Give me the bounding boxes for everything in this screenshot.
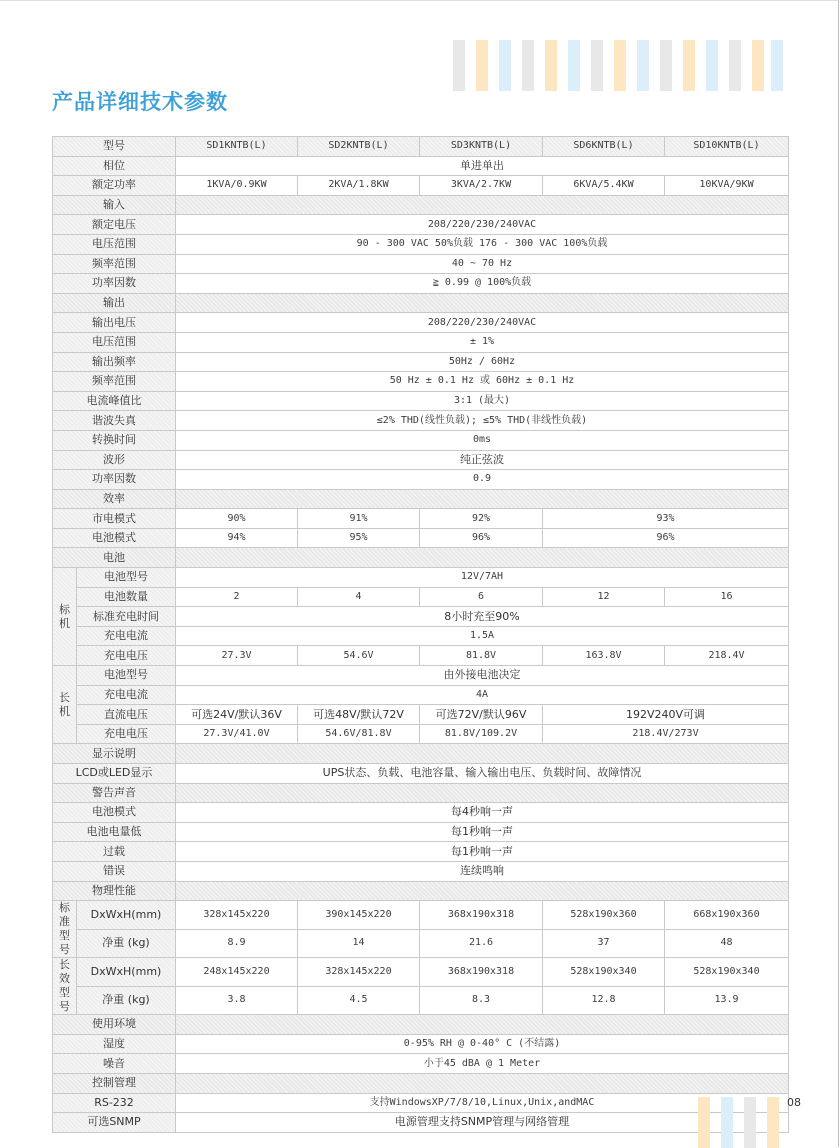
table-row [53, 470, 789, 490]
row-value: 390x145x220 [298, 901, 420, 930]
table-row [53, 1113, 789, 1133]
row-label: 充电电压 [77, 646, 176, 666]
table-row [53, 666, 789, 686]
section-fill [176, 1015, 789, 1035]
row-label: 错误 [53, 861, 176, 881]
row-value: 528x190x340 [543, 958, 665, 987]
row-label: 电池型号 [77, 666, 176, 686]
row-label: 输出频率 [53, 352, 176, 372]
row-label: 谐波失真 [53, 411, 176, 431]
group-label-standard: 标机 [53, 568, 77, 666]
table-row [53, 929, 789, 958]
row-value: 37 [543, 929, 665, 958]
table-row [53, 352, 789, 372]
section-fill [176, 489, 789, 509]
row-value: 每1秒响一声 [176, 822, 789, 842]
row-value: 528x190x360 [543, 901, 665, 930]
row-value: 由外接电池决定 [176, 666, 789, 686]
row-value: ≤2% THD(线性负载); ≤5% THD(非线性负载) [176, 411, 789, 431]
row-label: 标准充电时间 [77, 607, 176, 627]
table-row [53, 332, 789, 352]
row-value: 48 [665, 929, 789, 958]
table-row [53, 764, 789, 784]
table-row [53, 958, 789, 987]
row-value: 支持WindowsXP/7/8/10,Linux,Unix,andMAC [176, 1093, 789, 1113]
row-label: 净重 (kg) [77, 929, 176, 958]
row-label: 频率范围 [53, 372, 176, 392]
row-value: 12.8 [543, 986, 665, 1015]
section-row [53, 881, 789, 901]
section-row [53, 293, 789, 313]
row-label: 转换时间 [53, 430, 176, 450]
row-value: 可选48V/默认72V [298, 705, 420, 725]
section-fill [176, 195, 789, 215]
section-row [53, 548, 789, 568]
row-value: 12 [543, 587, 665, 607]
section-title: 输入 [53, 195, 176, 215]
section-row [53, 783, 789, 803]
row-value: 21.6 [420, 929, 543, 958]
row-value: 27.3V [176, 646, 298, 666]
row-value: 小于45 dBA @ 1 Meter [176, 1054, 789, 1074]
row-label: 电池电量低 [53, 822, 176, 842]
row-value: 54.6V [298, 646, 420, 666]
table-row [53, 685, 789, 705]
row-value: 96% [543, 528, 789, 548]
row-value: 1KVA/0.9KW [176, 176, 298, 196]
row-value: 8.9 [176, 929, 298, 958]
table-row [53, 724, 789, 744]
row-value: 每1秒响一声 [176, 842, 789, 862]
header-row [53, 137, 789, 157]
row-label: 湿度 [53, 1034, 176, 1054]
group-label-long-model: 长效型号 [53, 958, 77, 1015]
row-value: 668x190x360 [665, 901, 789, 930]
row-label: DxWxH(mm) [77, 901, 176, 930]
row-value: 0ms [176, 430, 789, 450]
row-label: 额定电压 [53, 215, 176, 235]
row-value: 328x145x220 [298, 958, 420, 987]
section-fill [176, 1073, 789, 1093]
row-label: 额定功率 [53, 176, 176, 196]
model-cell: SD2KNTB(L) [298, 137, 420, 157]
group-label-long: 长机 [53, 666, 77, 744]
row-value: 27.3V/41.0V [176, 724, 298, 744]
row-label: 电压范围 [53, 234, 176, 254]
section-title: 显示说明 [53, 744, 176, 764]
row-label: 波形 [53, 450, 176, 470]
table-row [53, 626, 789, 646]
row-label: 可选SNMP [53, 1113, 176, 1133]
section-fill [176, 293, 789, 313]
table-row [53, 411, 789, 431]
section-title: 物理性能 [53, 881, 176, 901]
page-number: 08 [787, 1096, 801, 1109]
row-value: 连续鸣响 [176, 861, 789, 881]
row-label: 充电电流 [77, 626, 176, 646]
table-row [53, 986, 789, 1015]
row-value: 91% [298, 509, 420, 529]
row-label: 电压范围 [53, 332, 176, 352]
table-row [53, 1093, 789, 1113]
row-value: 可选24V/默认36V [176, 705, 298, 725]
row-value: 6 [420, 587, 543, 607]
row-value: 13.9 [665, 986, 789, 1015]
row-value: 40 ~ 70 Hz [176, 254, 789, 274]
table-row [53, 509, 789, 529]
section-fill [176, 881, 789, 901]
table-row [53, 528, 789, 548]
table-row [53, 587, 789, 607]
row-label: RS-232 [53, 1093, 176, 1113]
row-label: 直流电压 [77, 705, 176, 725]
table-row [53, 568, 789, 588]
row-value: 4 [298, 587, 420, 607]
section-row [53, 744, 789, 764]
row-value: 92% [420, 509, 543, 529]
row-value: 81.8V/109.2V [420, 724, 543, 744]
row-value: 218.4V/273V [543, 724, 789, 744]
row-value: 4.5 [298, 986, 420, 1015]
row-value: 192V240V可调 [543, 705, 789, 725]
row-value: 50 Hz ± 0.1 Hz 或 60Hz ± 0.1 Hz [176, 372, 789, 392]
row-value: 218.4V [665, 646, 789, 666]
table-row [53, 842, 789, 862]
section-title: 控制管理 [53, 1073, 176, 1093]
section-fill [176, 783, 789, 803]
table-row [53, 313, 789, 333]
row-value: 90% [176, 509, 298, 529]
row-value: 3.8 [176, 986, 298, 1015]
row-value: 3:1 (最大) [176, 391, 789, 411]
row-value: 14 [298, 929, 420, 958]
row-value: 94% [176, 528, 298, 548]
row-value: 163.8V [543, 646, 665, 666]
row-value: 208/220/230/240VAC [176, 215, 789, 235]
row-value: 8小时充至90% [176, 607, 789, 627]
row-value: 6KVA/5.4KW [543, 176, 665, 196]
row-label: 噪音 [53, 1054, 176, 1074]
table-row [53, 176, 789, 196]
row-value: 2 [176, 587, 298, 607]
table-row [53, 646, 789, 666]
decorative-stripes-bottom [698, 1097, 788, 1148]
row-label: LCD或LED显示 [53, 764, 176, 784]
model-cell: SD1KNTB(L) [176, 137, 298, 157]
table-row [53, 803, 789, 823]
table-row [53, 607, 789, 627]
table-row [53, 254, 789, 274]
group-label-standard-model: 标准型号 [53, 901, 77, 958]
section-fill [176, 548, 789, 568]
row-value: 528x190x340 [665, 958, 789, 987]
row-value: 1.5A [176, 626, 789, 646]
page-title: 产品详细技术参数 [52, 90, 228, 114]
row-value: 93% [543, 509, 789, 529]
row-value: 可选72V/默认96V [420, 705, 543, 725]
row-value: 12V/7AH [176, 568, 789, 588]
row-value: 96% [420, 528, 543, 548]
section-title: 使用环境 [53, 1015, 176, 1035]
section-title: 输出 [53, 293, 176, 313]
row-label: 相位 [53, 156, 176, 176]
spec-table [52, 136, 789, 1133]
row-label: 电池模式 [53, 803, 176, 823]
row-label: 净重 (kg) [77, 986, 176, 1015]
table-row [53, 450, 789, 470]
row-label: 功率因数 [53, 274, 176, 294]
section-title: 效率 [53, 489, 176, 509]
row-value: 50Hz / 60Hz [176, 352, 789, 372]
table-row [53, 430, 789, 450]
table-row [53, 274, 789, 294]
section-row [53, 195, 789, 215]
model-cell: SD10KNTB(L) [665, 137, 789, 157]
row-value: 10KVA/9KW [665, 176, 789, 196]
row-label: 充电电流 [77, 685, 176, 705]
row-label: 过载 [53, 842, 176, 862]
row-value: 368x190x318 [420, 901, 543, 930]
row-value: 纯正弦波 [176, 450, 789, 470]
row-value: 2KVA/1.8KW [298, 176, 420, 196]
row-value: 0-95% RH @ 0-40° C (不结露) [176, 1034, 789, 1054]
row-value: 0.9 [176, 470, 789, 490]
row-label: 输出电压 [53, 313, 176, 333]
table-row [53, 861, 789, 881]
table-row [53, 1034, 789, 1054]
section-fill [176, 744, 789, 764]
row-value: 8.3 [420, 986, 543, 1015]
section-row [53, 1015, 789, 1035]
row-value: 4A [176, 685, 789, 705]
row-value: 单进单出 [176, 156, 789, 176]
row-value: 每4秒响一声 [176, 803, 789, 823]
row-label: 市电模式 [53, 509, 176, 529]
section-title: 电池 [53, 548, 176, 568]
row-value: UPS状态、负载、电池容量、输入输出电压、负载时间、故障情况 [176, 764, 789, 784]
row-label: 电池型号 [77, 568, 176, 588]
decorative-stripes-top [453, 40, 783, 91]
table-row [53, 215, 789, 235]
model-cell: SD6KNTB(L) [543, 137, 665, 157]
table-row [53, 156, 789, 176]
row-value: 90 - 300 VAC 50%负载 176 - 300 VAC 100%负载 [176, 234, 789, 254]
row-value: 368x190x318 [420, 958, 543, 987]
row-value: 328x145x220 [176, 901, 298, 930]
section-row [53, 1073, 789, 1093]
table-row [53, 391, 789, 411]
row-value: 208/220/230/240VAC [176, 313, 789, 333]
row-label: 电流峰值比 [53, 391, 176, 411]
row-label: 功率因数 [53, 470, 176, 490]
row-label: DxWxH(mm) [77, 958, 176, 987]
row-label: 电池数量 [77, 587, 176, 607]
model-cell: SD3KNTB(L) [420, 137, 543, 157]
row-value: 3KVA/2.7KW [420, 176, 543, 196]
row-value: 电源管理支持SNMP管理与网络管理 [176, 1113, 789, 1133]
row-value: 248x145x220 [176, 958, 298, 987]
row-value: 81.8V [420, 646, 543, 666]
row-value: 95% [298, 528, 420, 548]
section-row [53, 489, 789, 509]
row-value: 16 [665, 587, 789, 607]
row-value: 54.6V/81.8V [298, 724, 420, 744]
table-row [53, 901, 789, 930]
table-row [53, 822, 789, 842]
header-label: 型号 [53, 137, 176, 157]
row-value: ≧ 0.99 @ 100%负载 [176, 274, 789, 294]
row-label: 充电电压 [77, 724, 176, 744]
table-row [53, 1054, 789, 1074]
row-value: ± 1% [176, 332, 789, 352]
section-title: 警告声音 [53, 783, 176, 803]
row-label: 电池模式 [53, 528, 176, 548]
row-label: 频率范围 [53, 254, 176, 274]
table-row [53, 372, 789, 392]
table-row [53, 234, 789, 254]
table-row [53, 705, 789, 725]
